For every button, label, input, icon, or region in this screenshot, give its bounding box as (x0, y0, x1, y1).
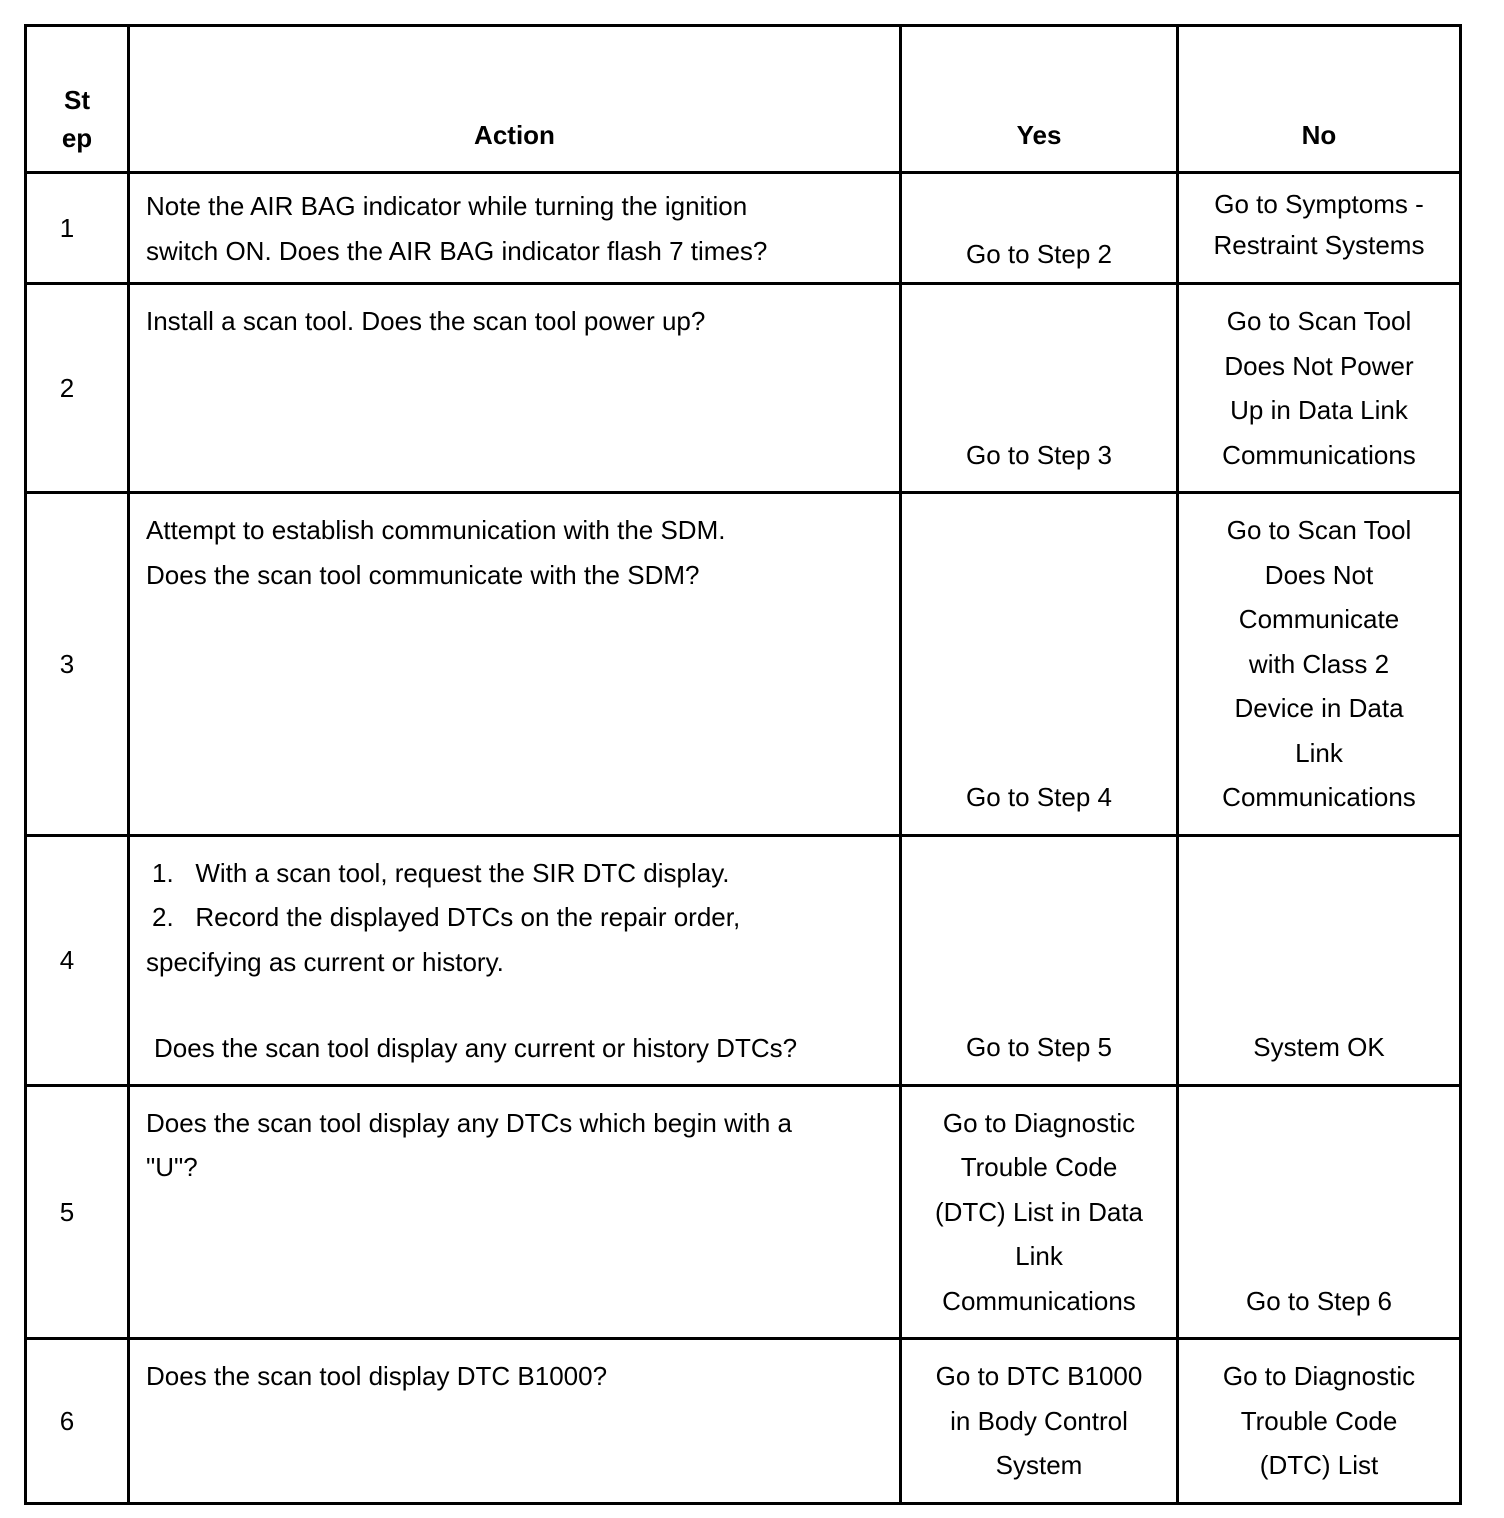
header-row (26, 26, 1461, 173)
table-row (26, 1339, 1461, 1504)
action-cell: Install a scan tool. Does the scan tool power up? (129, 284, 901, 493)
no-cell: Go to Symptoms - Restraint Systems (1178, 173, 1461, 284)
no-cell: Go to Scan Tool Does Not Communicate with Class 2 Device in Data Link Communications (1178, 493, 1461, 836)
action-cell: Attempt to establish communication with the SDM. Does the scan tool communicate with the SDM? (129, 493, 901, 836)
yes-cell: Go to Step 5 (901, 835, 1178, 1085)
action-cell: Does the scan tool display any DTCs which begin with a "U"? (129, 1085, 901, 1339)
table-row (26, 284, 1461, 493)
table-row (26, 1085, 1461, 1339)
numbered-item: 1. With a scan tool, request the SIR DTC display. (152, 857, 730, 888)
header-step: St ep (26, 26, 129, 173)
step-number: 2 (26, 284, 129, 493)
step-number: 4 (26, 835, 129, 1085)
step-number: 1 (26, 173, 129, 284)
yes-cell: Go to Step 4 (901, 493, 1178, 836)
yes-cell: Go to Step 3 (901, 284, 1178, 493)
yes-cell: Go to DTC B1000 in Body Control System (901, 1339, 1178, 1504)
table-row (26, 173, 1461, 284)
step-number: 6 (26, 1339, 129, 1504)
action-cell: Does the scan tool display DTC B1000? (129, 1339, 901, 1504)
no-cell: System OK (1178, 835, 1461, 1085)
no-cell: Go to Step 6 (1178, 1085, 1461, 1339)
no-cell: Go to Scan Tool Does Not Power Up in Data Link Communications (1178, 284, 1461, 493)
step-number: 3 (26, 493, 129, 836)
no-cell: Go to Diagnostic Trouble Code (DTC) List (1178, 1339, 1461, 1504)
numbered-item: 2. Record the displayed DTCs on the repair order, (152, 902, 741, 932)
action-cell: 1. With a scan tool, request the SIR DTC display. 2. Record the displayed DTCs on the repair order, specifying as current or history. Does the scan tool display any current or history DTCs? (129, 835, 901, 1085)
header-no: No (1178, 26, 1461, 173)
header-action: Action (129, 26, 901, 173)
table-row (26, 493, 1461, 836)
yes-cell: Go to Diagnostic Trouble Code (DTC) List in Data Link Communications (901, 1085, 1178, 1339)
yes-cell: Go to Step 2 (901, 173, 1178, 284)
header-yes: Yes (901, 26, 1178, 173)
diagnostic-table (24, 24, 1462, 1505)
step-number: 5 (26, 1085, 129, 1339)
action-cell: Note the AIR BAG indicator while turning the ignition switch ON. Does the AIR BAG indicator flash 7 times? (129, 173, 901, 284)
table-row (26, 835, 1461, 1085)
